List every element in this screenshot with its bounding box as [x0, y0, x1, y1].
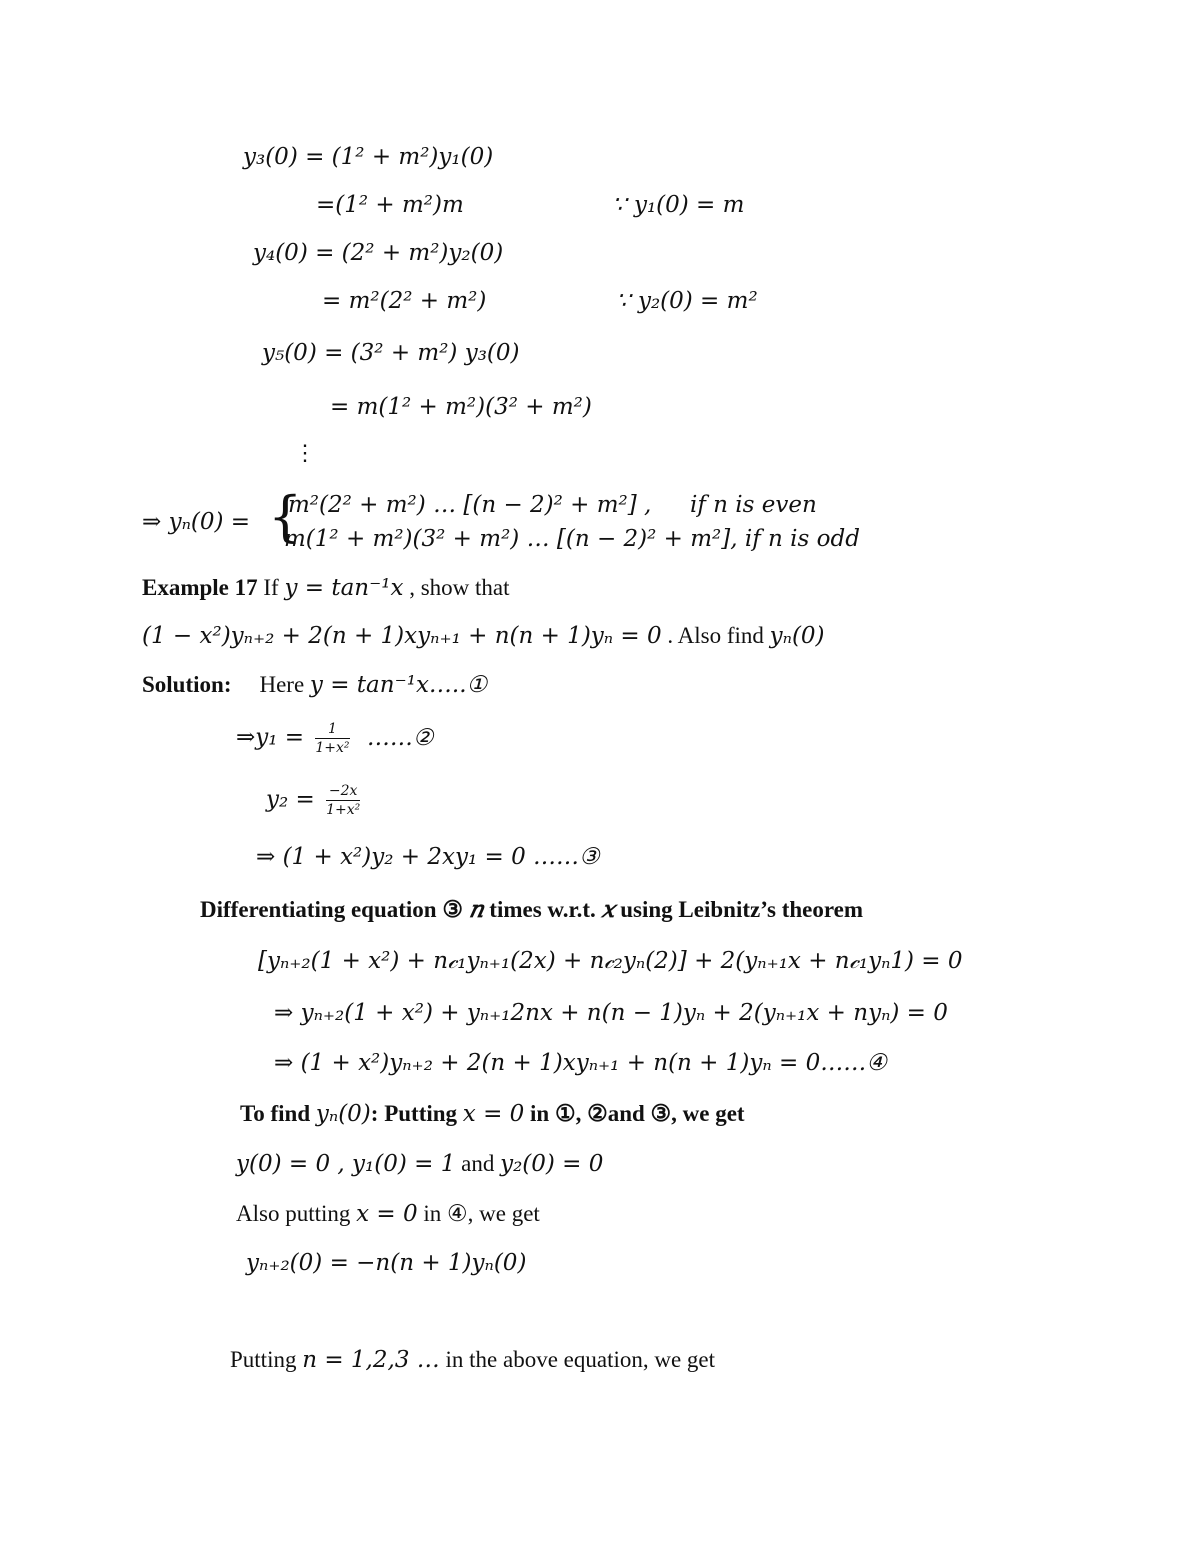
solution-here: Here: [259, 672, 310, 697]
example-17-statement: [142, 576, 510, 600]
differentiating-theorem: using Leibnitz’s theorem: [614, 897, 864, 922]
example-17-show: , show that: [403, 575, 510, 600]
eq-y3-line1: 𝑦₃(0) = (1² + 𝑚²)𝑦₁(0): [243, 144, 494, 170]
eq-y2-numerator: −2𝑥: [326, 784, 360, 801]
initial-values-a: 𝑦(0) = 0 , 𝑦₁(0) = 1: [236, 1151, 456, 1177]
to-find-target: 𝑦ₙ(0): [315, 1101, 371, 1127]
differentiating-text: Differentiating equation ③: [200, 897, 469, 922]
initial-values-b: 𝑦₂(0) = 0: [500, 1151, 604, 1177]
differentiating-n: 𝑛: [468, 896, 484, 923]
also-putting-rest: in ④, we get: [417, 1201, 540, 1226]
also-putting-text: Also putting: [236, 1201, 357, 1226]
eq-y1-line: [236, 722, 433, 755]
to-find-line: [240, 1102, 745, 1126]
eq-y4-line1: 𝑦₄(0) = (2² + 𝑚²)𝑦₂(0): [253, 240, 504, 266]
eq-y2-fraction: [326, 784, 360, 817]
eq-y3-note: ∵ 𝑦₁(0) = 𝑚: [612, 192, 745, 218]
vertical-ellipsis: ⋮: [294, 441, 316, 466]
eq-y2-denominator: 1+𝑥²: [326, 802, 361, 818]
piecewise-brace: {: [268, 485, 303, 548]
eq-y3-line2: =(1² + 𝑚²)𝑚: [316, 192, 464, 218]
also-putting-line: [236, 1202, 540, 1226]
eq-y1-post: ……②: [366, 724, 434, 751]
eq-yn-even-condition: 𝑖𝑓 𝑛 𝑖𝑠 𝑒𝑣𝑒𝑛: [690, 492, 817, 518]
eq-4: ⇒ (1 + 𝑥²)𝑦ₙ₊₂ + 2(𝑛 + 1)𝑥𝑦ₙ₊₁ + 𝑛(𝑛 + 1)𝑦ₙ = 0……④: [274, 1050, 887, 1076]
eq-y2-line: [266, 784, 360, 817]
eq-y2-pre: 𝑦₂ =: [266, 786, 315, 813]
example-17-target: [142, 624, 825, 648]
differentiating-wrt: times w.r.t.: [483, 897, 602, 922]
solution-label: Solution:: [142, 672, 232, 697]
eq-y4-line2: = 𝑚²(2² + 𝑚²): [322, 288, 487, 314]
differentiating-line: [200, 898, 863, 922]
eq-leibnitz-2: ⇒ 𝑦ₙ₊₂(1 + 𝑥²) + 𝑦ₙ₊₁2𝑛𝑥 + 𝑛(𝑛 − 1)𝑦ₙ + 2(𝑦ₙ₊₁𝑥 + 𝑛𝑦ₙ) = 0: [274, 1000, 948, 1026]
solution-eq: 𝑦 = 𝑡𝑎𝑛⁻¹𝑥…..①: [309, 672, 488, 698]
eq-yn-odd: 𝑚(1² + 𝑚²)(3² + 𝑚²) … [(𝑛 − 2)² + 𝑚²], 𝑖𝑓 𝑛 𝑖𝑠 𝑜𝑑𝑑: [284, 526, 860, 552]
to-find-putting: : Putting: [370, 1101, 463, 1126]
eq-y1-numerator: 1: [315, 722, 349, 739]
eq-leibnitz-1: [𝑦ₙ₊₂(1 + 𝑥²) + 𝑛𝒸₁𝑦ₙ₊₁(2𝑥) + 𝑛𝒸₂𝑦ₙ(2)] + 2(𝑦ₙ₊₁𝑥 + 𝑛𝒸₁𝑦ₙ1) = 0: [258, 948, 963, 974]
solution-line: [142, 673, 487, 697]
eq-yn-lhs: ⇒ 𝑦ₙ(0) =: [142, 509, 251, 535]
eq-3: ⇒ (1 + 𝑥²)𝑦₂ + 2𝑥𝑦₁ = 0 ……③: [256, 844, 600, 870]
eq-yn-even: 𝑚²(2² + 𝑚²) … [(𝑛 − 2)² + 𝑚²] ,: [288, 492, 652, 518]
putting-n-text: Putting: [230, 1347, 303, 1372]
example-17-label: Example 17: [142, 575, 258, 600]
to-find-x: 𝑥 = 0: [462, 1101, 525, 1127]
putting-n-rest: in the above equation, we get: [439, 1347, 716, 1372]
example-17-find: 𝑦ₙ(0): [769, 623, 825, 649]
eq-y1-fraction: [315, 722, 349, 755]
initial-values-and: and: [455, 1151, 501, 1176]
initial-values-line: [236, 1152, 603, 1176]
to-find-rest: in ①, ②and ③, we get: [524, 1101, 745, 1126]
example-17-eq2: (1 − 𝑥²)𝑦ₙ₊₂ + 2(𝑛 + 1)𝑥𝑦ₙ₊₁ + 𝑛(𝑛 + 1)𝑦ₙ = 0: [142, 623, 662, 649]
putting-n-values: 𝑛 = 1,2,3 …: [302, 1347, 440, 1373]
eq-y4-note: ∵ 𝑦₂(0) = 𝑚²: [616, 288, 758, 314]
to-find-label: To find: [240, 1101, 316, 1126]
example-17-also: . Also find: [661, 623, 770, 648]
example-17-if: If: [257, 575, 285, 600]
eq-y5-line2: = 𝑚(1² + 𝑚²)(3² + 𝑚²): [330, 394, 592, 420]
eq-y1-denominator: 1+𝑥²: [315, 740, 350, 756]
eq-y1-pre: ⇒𝑦₁ =: [236, 724, 305, 751]
example-17-eq: 𝑦 = 𝑡𝑎𝑛⁻¹𝑥: [284, 575, 404, 601]
eq-y5-line1: 𝑦₅(0) = (3² + 𝑚²) 𝑦₃(0): [262, 340, 520, 366]
putting-n-line: [230, 1348, 715, 1372]
also-putting-x: 𝑥 = 0: [356, 1201, 418, 1227]
recurrence-eq: 𝑦ₙ₊₂(0) = −𝑛(𝑛 + 1)𝑦ₙ(0): [246, 1250, 527, 1276]
differentiating-x: 𝑥: [601, 896, 615, 923]
